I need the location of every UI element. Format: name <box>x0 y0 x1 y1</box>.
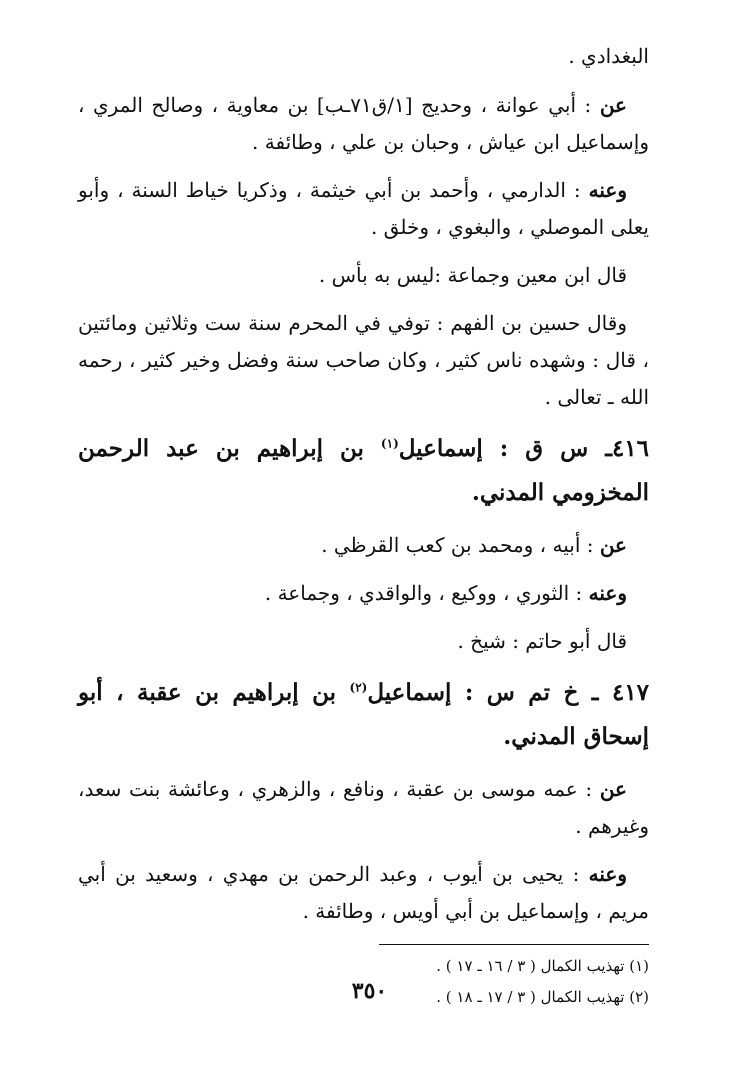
grading-paragraph <box>78 257 649 294</box>
entry-heading-suffix: بن إبراهيم بن عقبة ، أبو إسحاق المدني. <box>78 679 649 750</box>
narrators-from-paragraph <box>78 87 649 161</box>
keyword-an: عن <box>599 777 627 801</box>
paragraph-text: قال أبو حاتم : شيخ . <box>457 629 627 653</box>
narrators-to-paragraph <box>78 575 649 612</box>
footnote-ref[interactable]: (٢) <box>349 680 368 695</box>
entry-heading-prefix: ٤١٧ ـ خ تم س : إسماعيل <box>367 679 649 706</box>
paragraph-text: : أبيه ، ومحمد بن كعب القرظي . <box>321 533 600 557</box>
keyword-waanhu: وعنه <box>588 178 627 202</box>
continuation-text: البغدادي . <box>568 44 649 68</box>
continuation-line <box>78 38 649 75</box>
paragraph-text: وقال حسين بن الفهم : توفي في المحرم سنة ست وثلاثين ومائتين ، قال : وشهده ناس كثير ، وكان صاحب سنة وفضل وخير كثير ، رحمه الله ـ تعالى . <box>78 311 649 409</box>
keyword-an: عن <box>599 533 627 557</box>
entry-heading-prefix: ٤١٦ـ س ق : إسماعيل <box>398 435 650 462</box>
keyword-waanhu: وعنه <box>588 581 627 605</box>
narrators-from-paragraph <box>78 527 649 564</box>
paragraph-text: : عمه موسى بن عقبة ، ونافع ، والزهري ، وعائشة بنت سعد، وغيرهم . <box>78 777 649 838</box>
footnote-ref[interactable]: (١) <box>380 436 399 451</box>
paragraph-text: : الدارمي ، وأحمد بن أبي خيثمة ، وذكريا خياط السنة ، وأبو يعلى الموصلي ، والبغوي ، وخلق . <box>78 178 649 239</box>
death-paragraph <box>78 305 649 416</box>
narrators-from-paragraph <box>78 771 649 845</box>
narrators-to-paragraph <box>78 856 649 930</box>
grading-paragraph <box>78 623 649 660</box>
footnote-1: (١) تهذيب الكمال ( ٣ / ١٦ ـ ١٧ ) . <box>436 957 649 975</box>
paragraph-text: : أبي عوانة ، وحديج [١/ق٧١ـب] بن معاوية ، وصالح المري ، وإسماعيل ابن عياش ، وحبان بن علي ، وطائفة . <box>78 93 649 154</box>
entry-heading-416 <box>78 427 649 515</box>
keyword-an: عن <box>599 93 627 117</box>
entry-heading-417 <box>78 671 649 759</box>
page-number: ٣٥٠ <box>351 978 388 1004</box>
footnote-2: (٢) تهذيب الكمال ( ٣ / ١٧ ـ ١٨ ) . <box>436 988 649 1006</box>
keyword-waanhu: وعنه <box>588 862 627 886</box>
narrators-to-paragraph <box>78 172 649 246</box>
entry-heading-suffix: بن إبراهيم بن عبد الرحمن المخزومي المدني. <box>78 435 649 506</box>
paragraph-text: : الثوري ، ووكيع ، والواقدي ، وجماعة . <box>264 581 589 605</box>
paragraph-text: : يحيى بن أيوب ، وعبد الرحمن بن مهدي ، وسعيد بن أبي مريم ، وإسماعيل بن أبي أويس ، وطائفة . <box>78 862 649 923</box>
paragraph-text: قال ابن معين وجماعة :ليس به بأس . <box>318 263 627 287</box>
